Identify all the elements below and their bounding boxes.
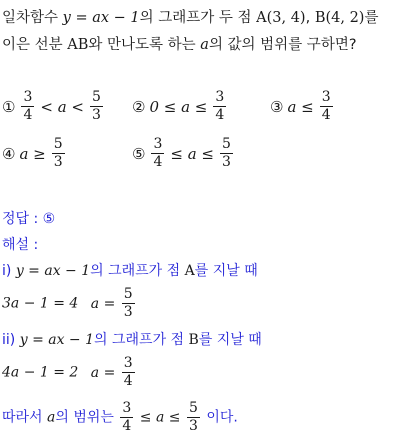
fraction: $\frac{5}{3}$	[123, 286, 133, 320]
case-2-line: ii) y = ax − 1의 그래프가 점 B를 지날 때	[2, 332, 262, 348]
answer-line: 정답 : ⑤	[2, 211, 56, 227]
fraction: $\frac{3}{4}$	[122, 400, 132, 432]
fraction: $\frac{5}{3}$	[92, 89, 101, 123]
case-1-line: i) y = ax − 1의 그래프가 점 A를 지날 때	[2, 263, 258, 279]
option-4-marker: ④	[2, 144, 16, 163]
function-expression: y = ax − 1	[62, 10, 140, 26]
option-5-marker: ⑤	[132, 144, 146, 163]
case-1-equation: 3a − 1 = 4 a = $\frac{5}{3}$	[2, 286, 133, 320]
option-5[interactable]: ⑤ $\frac{3}{4}$ ≤ a ≤ $\frac{5}{3}$	[132, 136, 231, 170]
question-line-1: 일차함수 y = ax − 1의 그래프가 두 점 A(3, 4), B(4, 2)를	[2, 10, 379, 26]
explanation-heading: 해설 :	[2, 237, 39, 253]
fraction: $\frac{3}{4}$	[23, 89, 33, 123]
option-3[interactable]: ③ a ≤ $\frac{3}{4}$	[270, 89, 331, 123]
option-1-marker: ①	[2, 97, 16, 116]
fraction: $\frac{3}{4}$	[321, 89, 331, 123]
question-line-2: 이은 선분 AB와 만나도록 하는 a의 값의 범위를 구하면?	[2, 37, 357, 53]
conclusion-line: 따라서 a의 범위는 $\frac{3}{4}$ ≤ a ≤ $\frac{5}{3}$ 이다.	[2, 400, 238, 432]
answer-value: ⑤	[42, 211, 56, 227]
option-2-marker: ②	[132, 97, 146, 116]
segment-ab: AB	[67, 37, 89, 53]
fraction: $\frac{3}{4}$	[153, 136, 163, 170]
option-3-marker: ③	[270, 97, 284, 116]
fraction: $\frac{3}{4}$	[215, 89, 225, 123]
fraction: $\frac{5}{3}$	[222, 136, 231, 170]
fraction: $\frac{5}{3}$	[53, 136, 63, 170]
option-2[interactable]: ② 0 ≤ a ≤ $\frac{3}{4}$	[132, 89, 225, 123]
option-1[interactable]: ① $\frac{3}{4}$ < a < $\frac{5}{3}$	[2, 89, 101, 123]
point-b: B(4, 2)	[314, 10, 365, 26]
fraction: $\frac{5}{3}$	[188, 400, 198, 432]
case-2-equation: 4a − 1 = 2 a = $\frac{3}{4}$	[2, 355, 133, 389]
point-a: A(3, 4)	[256, 10, 306, 26]
fraction: $\frac{3}{4}$	[123, 355, 133, 389]
option-4[interactable]: ④ a ≥ $\frac{5}{3}$	[2, 136, 63, 170]
